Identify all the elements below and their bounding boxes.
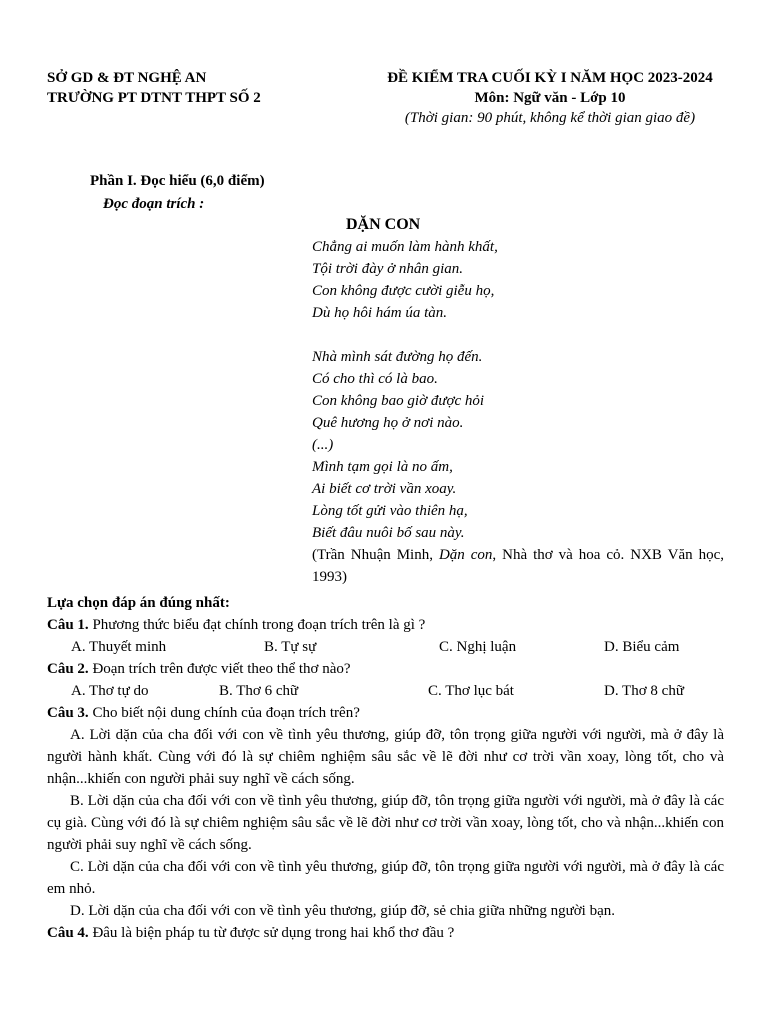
exam-subject: Môn: Ngữ văn - Lớp 10 (474, 90, 626, 106)
exam-duration: (Thời gian: 90 phút, không kể thời gian giao đề) (404, 110, 696, 126)
option-a: A. Thuyết minh (71, 639, 167, 655)
poem-line: Dù họ hôi hám úa tàn. (312, 305, 447, 321)
poem-line: Quê hương họ ở nơi nào. (312, 415, 464, 431)
option-a: A. Thơ tự do (71, 683, 149, 699)
poem-line: (...) (312, 437, 334, 453)
option-c: C. Thơ lục bát (428, 683, 514, 699)
question-2-options (47, 680, 724, 702)
poem-line: Mình tạm gọi là no ấm, (312, 459, 453, 475)
option-c: C. Nghị luận (439, 639, 517, 655)
poem-line: Con không bao giờ được hỏi (312, 393, 485, 409)
exam-header (360, 68, 740, 128)
question-text: Cho biết nội dung chính của đoạn trích trên? (88, 705, 360, 721)
poem-line: Lòng tốt gửi vào thiên hạ, (312, 503, 468, 519)
question-label: Câu 1. (47, 617, 89, 633)
question-text: Đâu là biện pháp tu từ được sử dụng trong hai khổ thơ đầu ? (88, 925, 455, 941)
option-b: B. Tự sự (264, 639, 317, 655)
poem-line: Nhà mình sát đường họ đến. (312, 349, 483, 365)
poem-source: (Trần Nhuận Minh, Dặn con, Nhà thơ và hoa cỏ. NXB Văn học, 1993) (312, 547, 724, 585)
poem-line: Ai biết cơ trời vần xoay. (312, 481, 457, 497)
read-label: Đọc đoạn trích : (103, 196, 205, 212)
school-header (47, 68, 261, 108)
question-3 (47, 702, 724, 724)
questions-section (47, 592, 724, 944)
question-text: Phương thức biểu đạt chính trong đoạn trích trên là gì ? (88, 617, 426, 633)
exam-title: ĐỀ KIỂM TRA CUỐI KỲ I NĂM HỌC 2023-2024 (387, 70, 713, 86)
option-a: A. Lời dặn của cha đối với con về tình yêu thương, giúp đỡ, tôn trọng giữa người với người, mà ở đây là người hành khất. Cùng với đó là sự chiêm nghiệm sâu sắc về lẽ đời như cơ trời vần xoay, lòng tốt, cho và nhận...khiến con người phải suy nghĩ về cách sống. (47, 727, 724, 787)
stanza-gap (312, 324, 724, 346)
option-b: B. Thơ 6 chữ (219, 683, 299, 699)
department-name: SỞ GD & ĐT NGHỆ AN (47, 70, 207, 86)
option-d: D. Lời dặn của cha đối với con về tình yêu thương, giúp đỡ, sẻ chia giữa những người bạn. (70, 903, 615, 919)
option-d: D. Biểu cảm (604, 639, 680, 655)
poem-line: Có cho thì có là bao. (312, 371, 438, 387)
poem-line: Chẳng ai muốn làm hành khất, (312, 239, 498, 255)
option-c: C. Lời dặn của cha đối với con về tình yêu thương, giúp đỡ, tôn trọng giữa người với người, mà ở đây là các em nhỏ. (47, 859, 724, 897)
question-label: Câu 4. (47, 925, 89, 941)
question-label: Câu 3. (47, 705, 89, 721)
question-label: Câu 2. (47, 661, 89, 677)
part-title: Phần I. Đọc hiểu (6,0 điểm) (90, 173, 265, 189)
poem-line: Biết đâu nuôi bố sau này. (312, 525, 465, 541)
poem-line: Con không được cười giễu họ, (312, 283, 495, 299)
poem-line: Tội trời đày ở nhân gian. (312, 261, 464, 277)
question-2 (47, 658, 724, 680)
option-d: D. Thơ 8 chữ (604, 683, 684, 699)
school-name: TRƯỜNG PT DTNT THPT SỐ 2 (47, 90, 261, 106)
question-1 (47, 614, 724, 636)
option-b: B. Lời dặn của cha đối với con về tình yêu thương, giúp đỡ, tôn trọng giữa người với người, mà ở đây là các cụ già. Cùng với đó là sự chiêm nghiệm sâu sắc về lẽ đời như cơ trời vần xoay, lòng tốt, cho và nhận...khiến con người phải suy nghĩ về cách sống. (47, 793, 724, 853)
section-title: Lựa chọn đáp án đúng nhất: (47, 595, 230, 611)
poem (312, 236, 724, 588)
question-text: Đoạn trích trên được viết theo thể thơ nào? (88, 661, 351, 677)
question-1-options (47, 636, 724, 658)
source-poem-title: Dặn con (438, 547, 493, 563)
poem-title: DẶN CON (346, 216, 421, 233)
question-4 (47, 922, 724, 944)
